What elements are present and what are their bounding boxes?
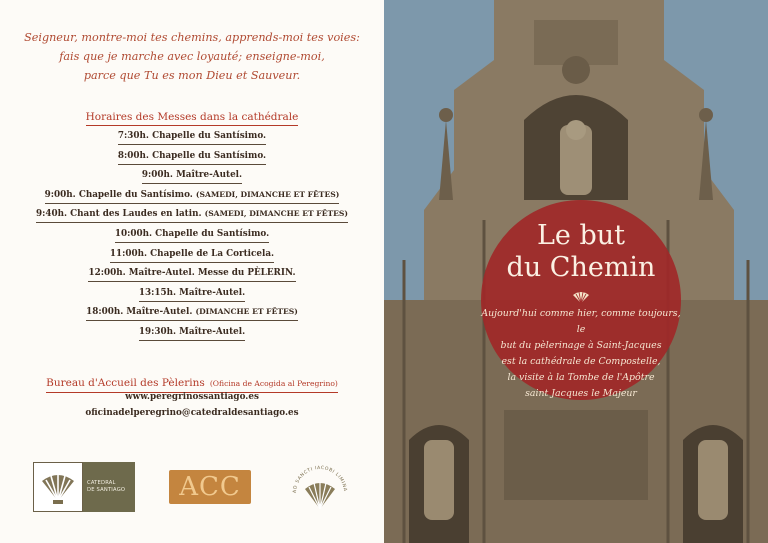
- mass-time: 9:00h.: [44, 189, 76, 200]
- mass-time: 18:00h.: [86, 307, 124, 318]
- mass-row: [0, 151, 384, 171]
- cathedral-line-2: DE SANTIAGO: [87, 487, 126, 493]
- masses-title: Horaires des Messes dans la cathédrale: [86, 111, 299, 126]
- mass-schedule: [0, 131, 384, 347]
- cover-text: [481, 306, 681, 402]
- mass-row: [0, 209, 384, 229]
- cover-text-line: but du pèlerinage à Saint-Jacques: [500, 340, 662, 351]
- mass-note: (SAMEDI, DIMANCHE ET FÊTES): [195, 189, 340, 199]
- mass-time: 7:30h.: [117, 131, 149, 141]
- mass-time: 19:30h.: [138, 326, 177, 337]
- cathedral-logo-text: [83, 462, 135, 512]
- mass-row: [0, 190, 384, 210]
- bureau-heading: [0, 371, 384, 393]
- mass-location: Chant des Laudes en latin.: [70, 209, 202, 220]
- mass-location: Chapelle du Santísimo.: [78, 189, 193, 200]
- prayer-line: Seigneur, montre-moi tes chemins, apprends-moi tes voies:: [24, 31, 360, 44]
- mass-row: [0, 288, 384, 308]
- cover-text-line: la visite à la Tombe de l'Apôtre: [507, 372, 655, 383]
- mass-time: 9:40h.: [35, 209, 68, 220]
- cover-text-line: saint Jacques le Majeur: [525, 388, 637, 399]
- cathedral-line-1: CATEDRAL: [87, 480, 116, 486]
- cover-title-line-2: du Chemin: [506, 252, 656, 283]
- pilgrim-seal-logo: [288, 457, 352, 521]
- masses-heading: [0, 111, 384, 126]
- mass-row: [0, 307, 384, 327]
- mass-row: [0, 268, 384, 288]
- prayer: [0, 28, 384, 85]
- bureau-subtitle: (Oficina de Acogida al Peregrino): [209, 379, 338, 388]
- email-link[interactable]: oficinadelperegrino@catedraldesantiago.es: [85, 408, 299, 418]
- mass-row: [0, 131, 384, 151]
- mass-location: Maître-Autel.: [179, 326, 246, 337]
- mass-row: [0, 170, 384, 190]
- mass-time: 8:00h.: [117, 150, 149, 161]
- mass-row: [0, 327, 384, 347]
- mass-location: Maître-Autel.: [179, 287, 246, 298]
- scallop-shell-icon: [572, 289, 590, 303]
- prayer-line: parce que Tu es mon Dieu et Sauveur.: [83, 69, 301, 82]
- mass-location: Maître-Autel. Messe du PÈLERIN.: [128, 268, 296, 279]
- mass-location: Chapelle du Santísimo.: [152, 131, 267, 141]
- mass-location: Maître-Autel.: [176, 170, 243, 181]
- acc-logo-text: ACC: [179, 472, 241, 502]
- mass-location: Maître-Autel.: [126, 307, 193, 318]
- cover-text-line: Aujourd'hui comme hier, comme toujours, le: [481, 308, 681, 335]
- mass-note: (DIMANCHE ET FÊTES): [195, 307, 298, 317]
- mass-time: 11:00h.: [109, 248, 148, 259]
- cover-badge: [481, 200, 681, 400]
- mass-time: 12:00h.: [88, 268, 126, 279]
- mass-location: Chapelle du Santísimo.: [152, 150, 267, 161]
- mass-time: 9:00h.: [141, 170, 173, 181]
- seal-text: AD SANCTI IACOBI LIMINA: [292, 465, 348, 494]
- scallop-shell-icon: [305, 482, 335, 509]
- scallop-shell-icon: [33, 462, 83, 512]
- mass-time: 13:15h.: [138, 287, 177, 298]
- cathedral-logo: [33, 462, 135, 512]
- cover-title-line-1: Le but: [536, 220, 625, 251]
- mass-row: [0, 249, 384, 269]
- mass-location: Chapelle de La Corticela.: [150, 248, 275, 259]
- website-link[interactable]: www.peregrinossantiago.es: [125, 392, 259, 402]
- acc-logo: [169, 470, 251, 504]
- mass-location: Chapelle du Santísimo.: [155, 228, 270, 239]
- mass-note: (SAMEDI, DIMANCHE ET FÊTES): [204, 209, 349, 219]
- cover-text-line: est la cathédrale de Compostelle,: [501, 356, 661, 367]
- mass-row: [0, 229, 384, 249]
- mass-time: 10:00h.: [114, 228, 153, 239]
- bureau-title: Bureau d'Accueil des Pèlerins: [46, 377, 205, 389]
- prayer-line: fais que je marche avec loyauté; enseigne-moi,: [59, 50, 325, 63]
